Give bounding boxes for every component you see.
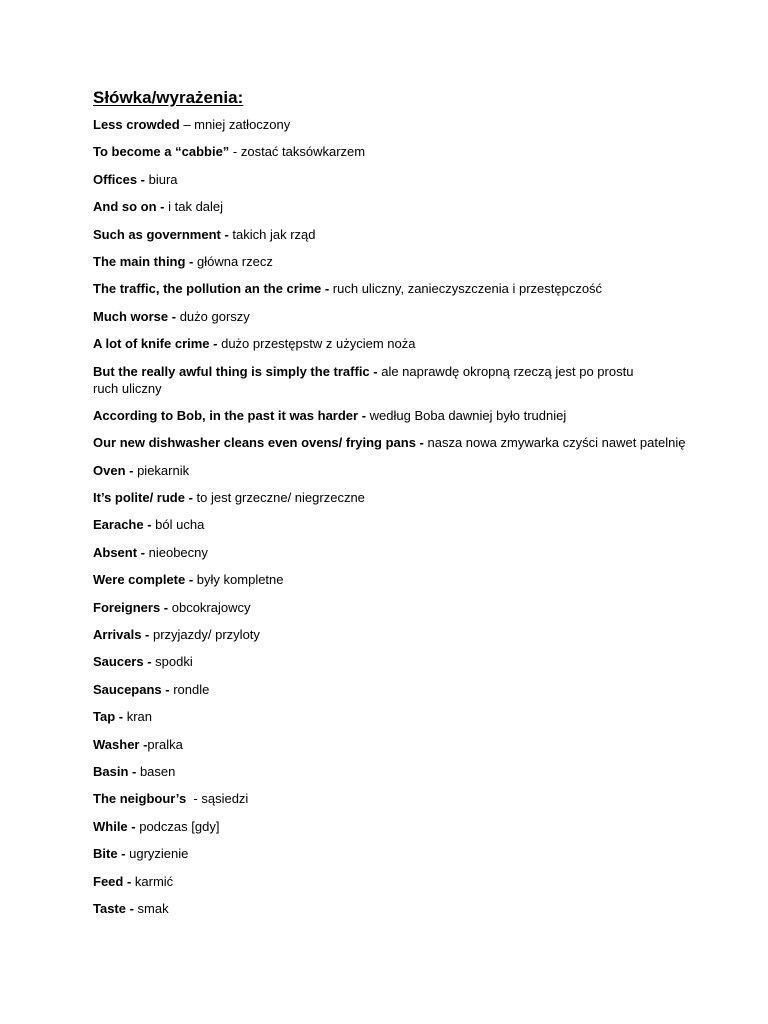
vocabulary-entry xyxy=(93,790,693,807)
entry-term: It’s polite/ rude - xyxy=(93,490,193,506)
entry-term: And so on - xyxy=(93,199,165,215)
vocabulary-entry xyxy=(93,116,693,133)
vocabulary-entry xyxy=(93,873,693,890)
entry-term: Foreigners - xyxy=(93,599,169,615)
entry-translation: nasza nowa zmywarka czyści nawet patelnię xyxy=(423,435,686,451)
vocabulary-entry xyxy=(93,571,693,588)
vocabulary-entry xyxy=(93,171,693,188)
entry-translation: – mniej zatłoczony xyxy=(179,117,291,132)
vocabulary-entry xyxy=(93,308,693,325)
vocabulary-entry xyxy=(93,280,693,297)
entry-term: Earache - xyxy=(93,517,152,533)
vocabulary-entry xyxy=(93,736,693,753)
entry-term: Absent - xyxy=(93,544,145,560)
page-heading: Słówka/wyrażenia: xyxy=(93,88,244,107)
entry-translation: piekarnik xyxy=(133,462,190,478)
entry-term: Tap - xyxy=(93,709,124,725)
entry-term: Less crowded xyxy=(93,117,180,132)
entry-translation: to jest grzeczne/ niegrzeczne xyxy=(192,490,365,506)
entry-term: Basin - xyxy=(93,763,137,779)
entry-translation: dużo gorszy xyxy=(176,308,250,324)
entry-term: While - xyxy=(93,818,136,834)
entry-translation: ale naprawdę okropną rzeczą jest po prostu ruch uliczny xyxy=(93,363,638,396)
entry-translation: główna rzecz xyxy=(193,253,273,269)
vocabulary-entry xyxy=(93,763,693,780)
entry-translation: - zostać taksówkarzem xyxy=(229,144,366,160)
entry-term: Saucepans - xyxy=(93,681,170,697)
vocabulary-entry xyxy=(93,516,693,533)
entry-term: Much worse - xyxy=(93,308,177,324)
vocabulary-entry xyxy=(93,681,693,698)
entry-term: Taste - xyxy=(93,900,134,916)
entry-translation: podczas [gdy] xyxy=(135,818,220,834)
entry-translation: pralka xyxy=(147,736,183,752)
vocabulary-entry xyxy=(93,198,693,215)
entry-translation: karmić xyxy=(131,873,174,889)
entry-term: Offices - xyxy=(93,171,146,187)
entry-translation: biura xyxy=(145,171,178,187)
entry-term: But the really awful thing is simply the traffic - xyxy=(93,363,378,379)
vocabulary-entry xyxy=(93,407,693,424)
vocabulary-entry xyxy=(93,462,693,479)
entry-term: Saucers - xyxy=(93,654,152,670)
entry-term: Were complete - xyxy=(93,572,194,588)
entry-translation: takich jak rząd xyxy=(228,226,316,242)
entry-translation: obcokrajowcy xyxy=(168,599,251,615)
vocabulary-entry xyxy=(93,845,693,862)
vocabulary-entry xyxy=(93,253,693,270)
entry-translation: rondle xyxy=(169,681,210,697)
vocabulary-entry xyxy=(93,143,693,160)
vocabulary-entry xyxy=(93,226,693,243)
entry-term: The traffic, the pollution an the crime - xyxy=(93,281,330,297)
document-page xyxy=(93,86,693,927)
entry-term: Our new dishwasher cleans even ovens/ frying pans - xyxy=(93,435,424,451)
vocabulary-entry xyxy=(93,434,693,451)
entry-term: A lot of knife crime - xyxy=(93,336,218,352)
entry-term: The neigbour’s xyxy=(93,791,190,807)
vocabulary-entry xyxy=(93,489,693,506)
entry-term: The main thing - xyxy=(93,253,194,269)
entry-translation: nieobecny xyxy=(145,544,208,560)
entry-term: Bite - xyxy=(93,846,126,862)
vocabulary-entry xyxy=(93,335,693,352)
entry-translation: były kompletne xyxy=(193,572,284,588)
entry-translation: dużo przestępstw z użyciem noża xyxy=(217,336,416,352)
vocabulary-entry xyxy=(93,818,693,835)
entry-term: Feed - xyxy=(93,873,132,889)
entry-translation: i tak dalej xyxy=(164,199,224,215)
vocabulary-entry xyxy=(93,599,693,616)
entry-translation: według Boba dawniej było trudniej xyxy=(366,407,567,423)
vocabulary-entry xyxy=(93,900,693,917)
entry-translation: spodki xyxy=(151,654,193,670)
entry-translation: smak xyxy=(133,900,169,916)
entry-translation: ugryzienie xyxy=(125,846,189,862)
entry-term: Arrivals - xyxy=(93,627,150,643)
entry-translation: basen xyxy=(136,763,176,779)
entry-term: To become a “cabbie” xyxy=(93,144,230,160)
vocabulary-entry xyxy=(93,708,693,725)
entry-translation: ruch uliczny, zanieczyszczenia i przestępczość xyxy=(329,281,603,297)
entry-translation: ból ucha xyxy=(151,517,205,533)
entry-translation: - sąsiedzi xyxy=(189,791,249,807)
vocabulary-entry xyxy=(93,653,693,670)
vocabulary-list xyxy=(93,116,693,917)
vocabulary-entry xyxy=(93,544,693,561)
entry-translation: kran xyxy=(123,709,152,725)
entry-term: Washer - xyxy=(93,736,148,752)
vocabulary-entry xyxy=(93,363,658,397)
entry-term: Oven - xyxy=(93,462,134,478)
vocabulary-entry xyxy=(93,626,693,643)
entry-term: Such as government - xyxy=(93,226,229,242)
entry-translation: przyjazdy/ przyloty xyxy=(149,627,260,643)
entry-term: According to Bob, in the past it was harder - xyxy=(93,407,367,423)
